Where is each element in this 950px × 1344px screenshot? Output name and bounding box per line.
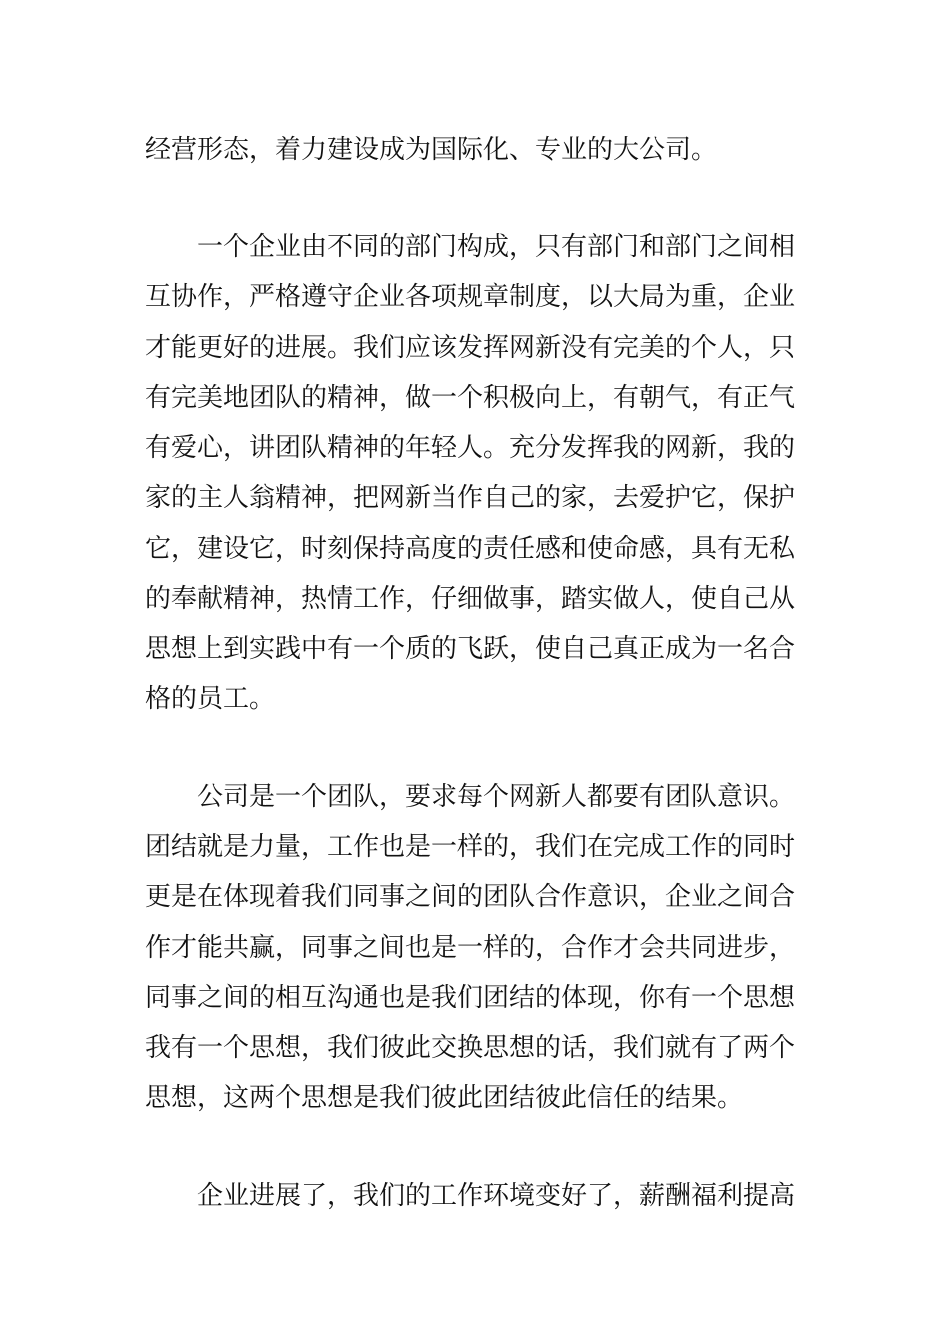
text-line: 格的员工。 <box>145 684 276 714</box>
text-line: 的奉献精神，热情工作，仔细做事，踏实做人，使自己从 <box>145 584 796 614</box>
text-line: 经营形态，着力建设成为国际化、专业的大公司。 <box>145 135 718 165</box>
text-line: 我有一个思想，我们彼此交换思想的话，我们就有了两个 <box>145 1033 796 1063</box>
text-line: 公司是一个团队，要求每个网新人都要有团队意识。 <box>197 782 796 812</box>
text-line: 更是在体现着我们同事之间的团队合作意识，企业之间合 <box>145 882 796 912</box>
text-line: 家的主人翁精神，把网新当作自己的家，去爱护它，保护 <box>145 483 796 513</box>
text-line: 作才能共赢，同事之间也是一样的，合作才会共同进步， <box>145 933 796 963</box>
text-line: 才能更好的进展。我们应该发挥网新没有完美的个人，只 <box>145 333 796 363</box>
text-line: 互协作，严格遵守企业各项规章制度，以大局为重，企业 <box>145 282 796 312</box>
text-line: 它，建设它，时刻保持高度的责任感和使命感，具有无私 <box>145 534 796 564</box>
text-line: 思想上到实践中有一个质的飞跃，使自己真正成为一名合 <box>145 634 796 664</box>
text-line: 思想，这两个思想是我们彼此团结彼此信任的结果。 <box>145 1083 744 1113</box>
text-line: 有完美地团队的精神，做一个积极向上，有朝气，有正气 <box>145 383 796 413</box>
text-line: 一个企业由不同的部门构成，只有部门和部门之间相 <box>197 232 796 262</box>
text-line: 团结就是力量，工作也是一样的，我们在完成工作的同时 <box>145 832 796 862</box>
text-line: 同事之间的相互沟通也是我们团结的体现，你有一个思想 <box>145 983 796 1013</box>
text-line: 有爱心，讲团队精神的年轻人。充分发挥我的网新，我的 <box>145 433 796 463</box>
text-line: 企业进展了，我们的工作环境变好了，薪酬福利提高 <box>197 1181 796 1211</box>
